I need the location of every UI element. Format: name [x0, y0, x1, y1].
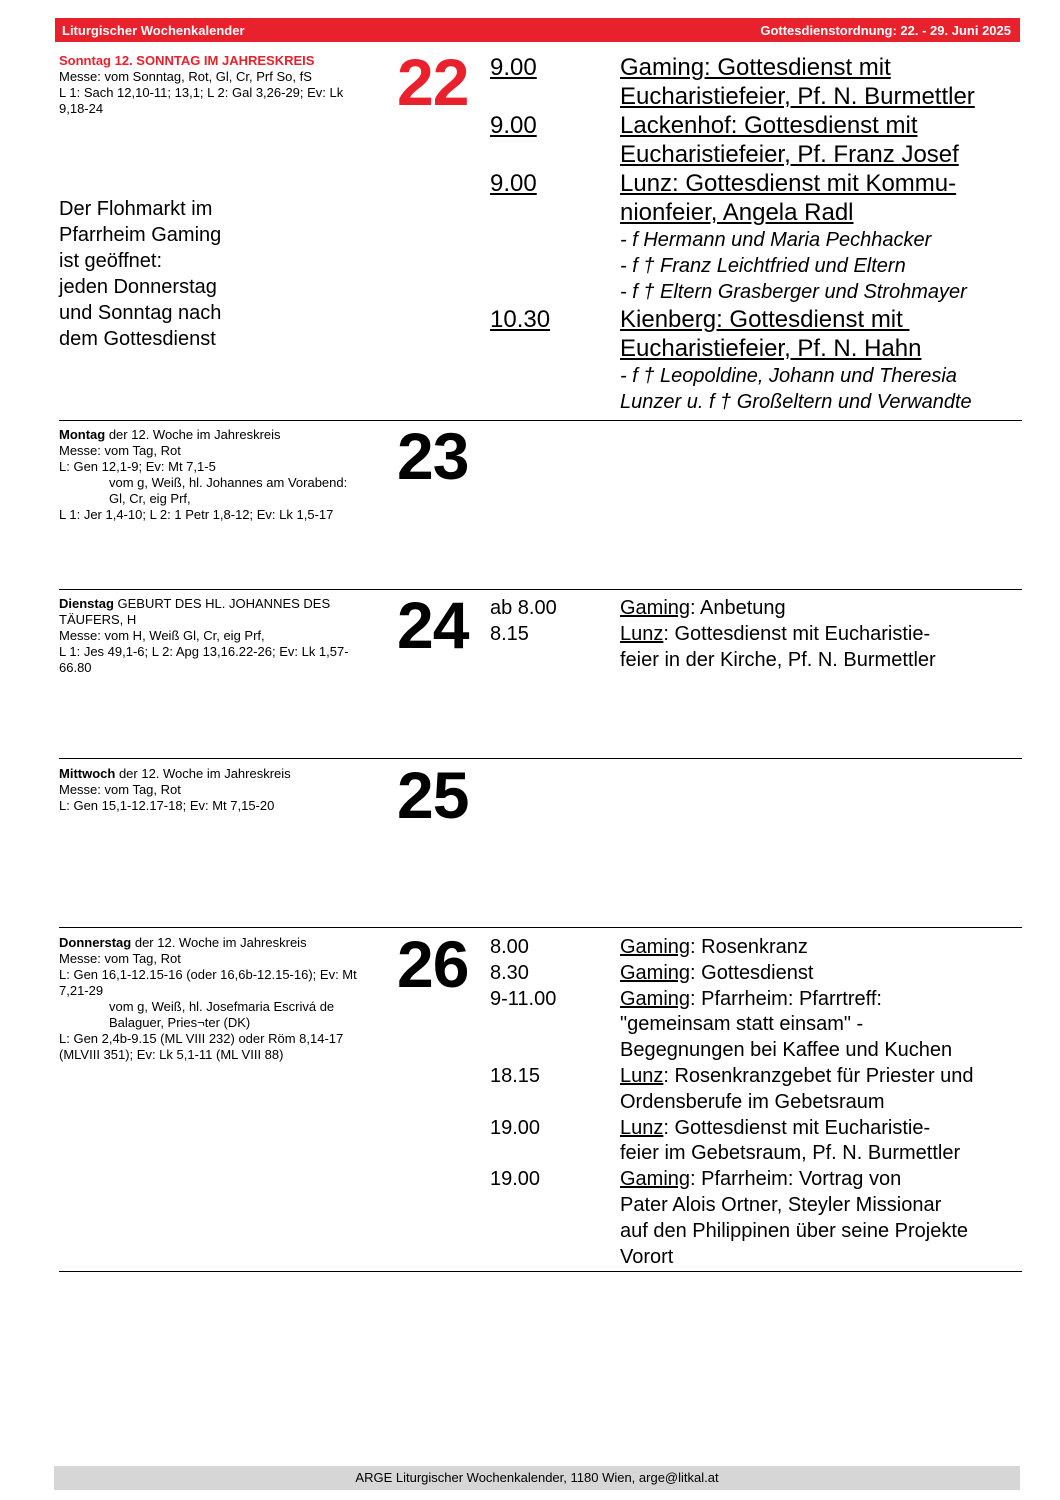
event-desc	[620, 961, 1030, 987]
event-place: Gaming	[620, 597, 691, 619]
event-place: Gaming	[620, 987, 691, 1010]
day-note-line: (MLVIII 351); Ev: Lk 5,1-11 (ML VIII 88)	[59, 1047, 284, 1062]
footer-bar	[54, 1466, 1020, 1490]
day-note-line: TÄUFERS, H	[59, 612, 137, 627]
divider	[59, 420, 1022, 421]
divider	[59, 1271, 1022, 1272]
day-name: Montag	[59, 427, 106, 442]
event-line: : Gottesdienst mit Eucharistie-	[663, 1116, 931, 1139]
event-time: 8.30	[490, 961, 529, 984]
day-note-line: Messe: vom Tag, Rot	[59, 951, 181, 966]
event-time: 9.00	[490, 112, 537, 139]
mass-intention: - f † Franz Leichtfried und Eltern	[620, 255, 906, 277]
day-title-25	[59, 766, 389, 782]
event-line: : Anbetung	[690, 597, 786, 619]
event-row	[490, 111, 1030, 169]
day-number-23: 23	[397, 419, 469, 493]
notice-line: Pfarrheim Gaming	[59, 224, 222, 246]
mass-intention: - f Hermann und Maria Pechhacker	[620, 229, 932, 251]
header-bar	[55, 18, 1020, 42]
mass-intention: - f † Eltern Grasberger und Strohmayer	[620, 281, 967, 303]
day-notes-24	[59, 596, 389, 676]
day-title-rest: der 12. Woche im Jahreskreis	[115, 766, 291, 781]
event-row	[490, 169, 1030, 305]
notice-line: Der Flohmarkt im	[59, 198, 213, 220]
event-line: auf den Philippinen über seine Projekte	[620, 1219, 969, 1242]
event-line: Eucharistiefeier, Pf. N. Burmettler	[620, 83, 975, 110]
day-note-line: Messe: vom Tag, Rot	[59, 782, 181, 797]
event-line: Begegnungen bei Kaffee und Kuchen	[620, 1039, 953, 1062]
event-row	[490, 53, 1030, 111]
flohmarkt-notice	[59, 196, 279, 352]
event-line: Lunz: Gottesdienst mit Kommu-	[620, 170, 957, 197]
day-note-line: vom g, Weiß, hl. Johannes am Vorabend:	[109, 475, 348, 490]
day-note-line: L: Gen 15,1-12.17-18; Ev: Mt 7,15-20	[59, 798, 275, 813]
event-line: : Rosenkranzgebet für Priester und	[663, 1064, 974, 1087]
event-place: Gaming	[620, 1168, 691, 1191]
day-note-line: 66.80	[59, 660, 92, 675]
day-note-line: Messe: vom Tag, Rot	[59, 443, 181, 458]
day-title-23	[59, 427, 389, 443]
day-note-line: Messe: vom H, Weiß Gl, Cr, eig Prf,	[59, 628, 265, 643]
day-note-line: 9,18-24	[59, 101, 104, 116]
event-desc	[620, 1167, 1030, 1270]
event-row	[490, 1064, 1030, 1116]
day-note-line: Gl, Cr, eig Prf,	[109, 491, 191, 506]
event-line: Lackenhof: Gottesdienst mit	[620, 112, 918, 139]
day-note-line: L 1: Sach 12,10-11; 13,1; L 2: Gal 3,26-29; Ev: Lk	[59, 85, 344, 100]
day-title-22: Sonntag 12. SONNTAG IM JAHRESKREIS	[59, 53, 315, 68]
divider	[59, 927, 1022, 928]
day-number-26: 26	[397, 927, 469, 1001]
event-time: 8.15	[490, 622, 529, 645]
day-name: Donnerstag	[59, 935, 132, 950]
event-desc	[620, 1064, 1030, 1116]
footer-text: ARGE Liturgischer Wochenkalender, 1180 Wien, arge@litkal.at	[355, 1470, 719, 1485]
day-note-line: 7,21-29	[59, 983, 104, 998]
header-left-title: Liturgischer Wochenkalender	[62, 23, 245, 38]
notice-line: ist geöffnet:	[59, 250, 163, 272]
event-desc	[620, 111, 1030, 169]
mass-intention: Lunzer u. f † Großeltern und Verwandte	[620, 391, 972, 413]
event-place: Gaming	[620, 936, 691, 958]
day-notes-26	[59, 935, 389, 1063]
day-note-line: L: Gen 12,1-9; Ev: Mt 7,1-5	[59, 459, 216, 474]
event-line: Vorort	[620, 1245, 674, 1268]
event-time: 10.30	[490, 306, 551, 333]
event-desc	[620, 305, 1030, 415]
event-row	[490, 1116, 1030, 1168]
day-name: Dienstag	[59, 596, 114, 611]
event-time: 9.00	[490, 170, 537, 197]
event-place: Gaming	[620, 961, 691, 984]
event-row	[490, 987, 1030, 1064]
divider	[59, 758, 1022, 759]
day-note-line: L 1: Jes 49,1-6; L 2: Apg 13,16.22-26; Ev: Lk 1,57-	[59, 644, 349, 659]
day-note-line: L: Gen 16,1-12.15-16 (oder 16,6b-12.15-16); Ev: Mt	[59, 967, 357, 982]
event-place: Lunz	[620, 1064, 664, 1087]
mass-intention: - f † Leopoldine, Johann und Theresia	[620, 365, 957, 387]
event-desc	[620, 1116, 1030, 1168]
event-time: ab 8.00	[490, 597, 557, 619]
day-note-line: L: Gen 2,4b-9.15 (ML VIII 232) oder Röm 8,14-17	[59, 1031, 344, 1046]
event-place: Lunz	[620, 1116, 664, 1139]
day-title-26	[59, 935, 389, 951]
notice-line: jeden Donnerstag	[59, 276, 217, 298]
events-24	[490, 596, 1030, 673]
event-time: 19.00	[490, 1168, 541, 1191]
event-time: 9-11.00	[490, 987, 557, 1010]
event-time: 19.00	[490, 1116, 541, 1139]
event-line: Pater Alois Ortner, Steyler Missionar	[620, 1193, 942, 1216]
notice-line: und Sonntag nach	[59, 302, 222, 324]
event-line: "gemeinsam statt einsam" -	[620, 1013, 864, 1036]
event-line: Eucharistiefeier, Pf. N. Hahn	[620, 335, 922, 362]
event-line: Ordensberufe im Gebetsraum	[620, 1090, 885, 1113]
event-desc	[620, 53, 1030, 111]
day-title-rest: der 12. Woche im Jahreskreis	[131, 935, 307, 950]
day-number-22: 22	[397, 45, 469, 119]
day-note-line: Messe: vom Sonntag, Rot, Gl, Cr, Prf So, fS	[59, 69, 312, 84]
event-line: : Gottesdienst	[690, 961, 814, 984]
header-right-title: Gottesdienstordnung: 22. - 29. Juni 2025	[760, 23, 1011, 38]
event-row	[490, 596, 1030, 622]
event-line: Kienberg: Gottesdienst mit	[620, 306, 910, 333]
day-name: Mittwoch	[59, 766, 116, 781]
event-row	[490, 622, 1030, 674]
day-note-line: Balaguer, Pries¬ter (DK)	[109, 1015, 251, 1030]
event-line: feier im Gebetsraum, Pf. N. Burmettler	[620, 1142, 961, 1165]
day-number-25: 25	[397, 758, 469, 832]
event-row	[490, 1167, 1030, 1270]
event-line: feier in der Kirche, Pf. N. Burmettler	[620, 648, 936, 671]
day-notes-22	[59, 53, 389, 117]
event-line: nionfeier, Angela Radl	[620, 199, 854, 226]
event-line: : Rosenkranz	[690, 936, 808, 958]
event-row	[490, 305, 1030, 415]
day-note-line: vom g, Weiß, hl. Josefmaria Escrivá de	[109, 999, 335, 1014]
day-note-line: L 1: Jer 1,4-10; L 2: 1 Petr 1,8-12; Ev: Lk 1,5-17	[59, 507, 334, 522]
divider	[59, 589, 1022, 590]
event-time: 18.15	[490, 1064, 541, 1087]
notice-line: dem Gottesdienst	[59, 328, 216, 350]
event-desc	[620, 987, 1030, 1064]
event-line: Eucharistiefeier, Pf. Franz Josef	[620, 141, 959, 168]
events-26	[490, 935, 1030, 1270]
event-line: : Pfarrheim: Vortrag von	[690, 1168, 902, 1191]
day-notes-25	[59, 766, 389, 814]
day-title-rest: GEBURT DES HL. JOHANNES DES	[113, 596, 331, 611]
day-title-24	[59, 596, 389, 612]
event-row	[490, 935, 1030, 961]
events-22	[490, 53, 1030, 415]
event-line: : Gottesdienst mit Eucharistie-	[663, 622, 931, 645]
event-time: 8.00	[490, 936, 529, 958]
event-desc	[620, 596, 1030, 622]
day-number-24: 24	[397, 588, 469, 662]
day-notes-23	[59, 427, 389, 523]
day-title-rest: der 12. Woche im Jahreskreis	[105, 427, 281, 442]
event-desc	[620, 622, 1030, 674]
event-line: : Pfarrheim: Pfarrtreff:	[690, 987, 882, 1010]
event-row	[490, 961, 1030, 987]
event-time: 9.00	[490, 54, 537, 81]
event-place: Lunz	[620, 622, 664, 645]
event-line: Gaming: Gottesdienst mit	[620, 54, 891, 81]
event-desc	[620, 935, 1030, 961]
event-desc	[620, 169, 1030, 305]
